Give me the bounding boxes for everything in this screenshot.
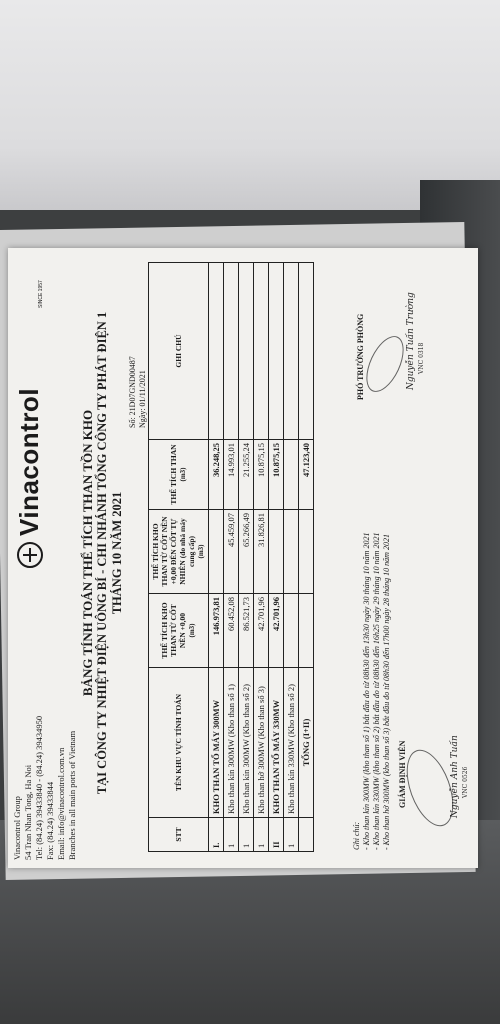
cell-above: 60.452,08 (224, 594, 239, 668)
table-row-total (299, 263, 314, 852)
signature-left-title: GIÁM ĐỊNH VIÊN (398, 740, 407, 808)
cell-area: TỔNG (I+II) (299, 668, 314, 818)
cell-below (299, 510, 314, 594)
cell-note (209, 263, 224, 440)
cell-stt: 1 (284, 818, 299, 852)
logo-text: Vinacontrol (14, 387, 44, 536)
header-vol-total: THỂ TÍCH THAN (m3) (149, 440, 209, 510)
company-fax: Fax: (84.24) 39433844 (45, 781, 55, 860)
table-row (284, 263, 299, 852)
table-row (239, 263, 254, 852)
company-address: 54 Tran Nhan Tong, Ha Noi (23, 764, 33, 860)
cell-total: 10.875,15 (254, 440, 269, 510)
cell-area: Kho than hở 300MW (Kho than số 3) (254, 668, 269, 818)
cell-area: Kho than kín 300MW (Kho than số 2) (239, 668, 254, 818)
cell-above: 86.521,73 (239, 594, 254, 668)
cell-area: KHO THAN TỔ MÁY 330MW (269, 668, 284, 818)
company-info (12, 716, 78, 860)
company-tel: Tel: (84.24) 39433840 - (84.24) 39434950 (34, 715, 44, 860)
cell-above: 146.973,81 (209, 594, 224, 668)
cell-total: 10.875,15 (269, 440, 284, 510)
cell-below (209, 510, 224, 594)
cell-total: 14.993,01 (224, 440, 239, 510)
signature-left-name: Nguyễn Anh Tuấn (450, 735, 460, 818)
document-title (80, 298, 125, 808)
cell-below: 65.266,49 (239, 510, 254, 594)
cell-below (269, 510, 284, 594)
notes-label: Ghi chú: (352, 821, 361, 850)
title-line-1: BẢNG TÍNH TOÁN THỂ TÍCH THAN TỒN KHO (80, 409, 95, 697)
cell-stt: I. (209, 818, 224, 852)
signature-right-name: Nguyễn Tuấn Trường (406, 292, 416, 390)
cell-note (284, 263, 299, 440)
cell-below: 31.826,81 (254, 510, 269, 594)
table-body (209, 263, 314, 852)
company-email: Email: info@vinacontrol.com.vn (56, 747, 66, 860)
cell-note (239, 263, 254, 440)
header-vol-below: THỂ TÍCH KHO THAN TỪ CỐT NỀN +0,00 ĐẾN CỐT TỰ NHIÊN (do nhà máy cung cấp) (m3) (149, 510, 209, 594)
signature-left-code: VNC 0526 (462, 766, 469, 798)
cell-below (284, 510, 299, 594)
cell-above (299, 594, 314, 668)
cell-stt: II (269, 818, 284, 852)
title-line-2: TẠI CÔNG TY NHIỆT ĐIỆN UÔNG BÍ - CHI NHÁNH TỔNG CÔNG TY PHÁT ĐIỆN 1 (95, 311, 109, 795)
header-stt: STT (149, 818, 209, 852)
document-date: Ngày: 01/11/2021 (138, 370, 147, 428)
cell-note (269, 263, 284, 440)
cell-total (284, 440, 299, 510)
table-row (209, 263, 224, 852)
cell-area: KHO THAN TỔ MÁY 300MW (209, 668, 224, 818)
note-1: - Kho than kín 300MW (kho than số 1) bắt đầu đo từ 08h30 đến 13h30 ngày 30 tháng 10 năm 2021 (362, 532, 371, 850)
cell-area: Kho than kín 300MW (Kho than số 1) (224, 668, 239, 818)
company-name: Vinacontrol Group (12, 796, 22, 860)
signature-right-code: VNC 0318 (418, 342, 425, 374)
company-branches: Branches in all main ports of Vietnam (67, 730, 77, 860)
cell-above: 42.701,96 (269, 594, 284, 668)
cell-stt: 1 (224, 818, 239, 852)
cell-stt (299, 818, 314, 852)
cell-note (299, 263, 314, 440)
vinacontrol-logo (14, 388, 45, 568)
cell-total: 36.248,25 (209, 440, 224, 510)
volume-table (148, 262, 314, 852)
signature-right-scribble (359, 330, 412, 397)
title-line-3: THÁNG 10 NĂM 2021 (110, 491, 124, 615)
table-row (254, 263, 269, 852)
header-vol-above: THỂ TÍCH KHO THAN TỪ CỐT NỀN +0,00 (m3) (149, 594, 209, 668)
table-row (224, 263, 239, 852)
table-header-row (149, 263, 209, 852)
background-paper-stack (0, 0, 500, 210)
cell-stt: 1 (239, 818, 254, 852)
cell-below: 45.459,07 (224, 510, 239, 594)
document-number-block (128, 356, 148, 428)
signature-right-title: PHÓ TRƯỞNG PHÒNG (356, 313, 365, 400)
cell-total: 47.123,40 (299, 440, 314, 510)
cell-above: 42.701,96 (254, 594, 269, 668)
cell-total: 21.255,24 (239, 440, 254, 510)
notes-block (352, 533, 392, 850)
cell-above (284, 594, 299, 668)
header-area: TÊN KHU VỰC TÍNH TOÁN (149, 668, 209, 818)
cell-note (224, 263, 239, 440)
cell-area: Kho than kín 330MW (Kho than số 2) (284, 668, 299, 818)
document-page (8, 248, 478, 868)
document-number: Số: 21D07GND00487 (128, 356, 137, 428)
logo-emblem-icon (17, 542, 43, 568)
note-3: - Kho than hở 300MW (kho than số 3) bắt đầu đo từ 08h30 đến 17h00 ngày 28 tháng 10 năm 2021 (382, 534, 391, 850)
cell-note (254, 263, 269, 440)
logo-since: SINCE 1957 (38, 280, 44, 308)
header-note: GHI CHÚ (149, 263, 209, 440)
cell-stt: 1 (254, 818, 269, 852)
table-row (269, 263, 284, 852)
note-2: - Kho than kín 330MW (kho than số 2) bắt đầu đo từ 08h30 đến 16h25 ngày 29 tháng 10 năm 2021 (372, 532, 381, 850)
